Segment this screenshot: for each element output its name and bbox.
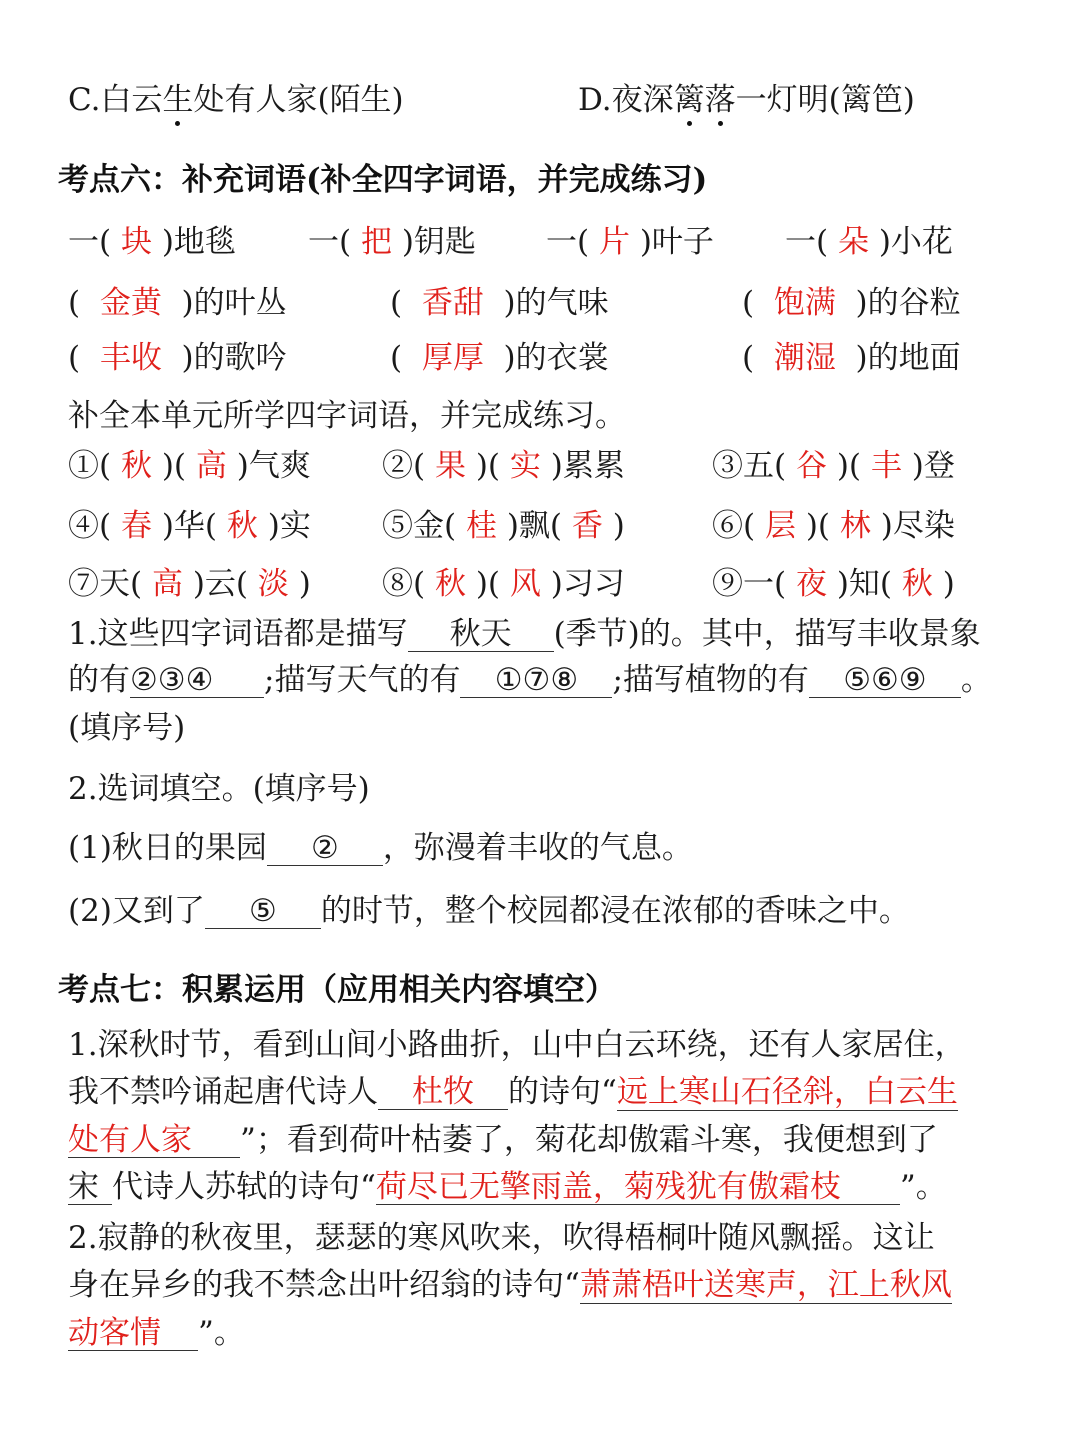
q1-line1: 1.这些四字词语都是描写 秋天 (季节)的。其中，描写丰收景象 (68, 616, 981, 652)
idiom-2: ②( 果 )( 实 )累累 (382, 448, 625, 484)
poem-answer: 动客情 (68, 1316, 198, 1351)
poem-answer: 远上寒山石径斜，白云生 (616, 1074, 958, 1110)
s7-p2-line1: 2.寂静的秋夜里，瑟瑟的寒风吹来，吹得梧桐叶随风飘摇。这让 (68, 1220, 935, 1256)
answer-blank: ② (267, 831, 383, 866)
emphasis-dot-char: 落 (704, 82, 736, 118)
answer-blank: ⑤⑥⑨ (809, 663, 961, 698)
answer-blank: ①⑦⑧ (460, 663, 612, 698)
s7-p1-line4: 宋 代诗人苏轼的诗句“荷尽已无擎雨盖，菊残犹有傲霜枝 ”。 (68, 1169, 947, 1205)
idiom-1: ①( 秋 )( 高 )气爽 (68, 448, 311, 484)
idiom-8: ⑧( 秋 )( 风 )习习 (382, 566, 625, 602)
idiom-4: ④( 春 )华( 秋 )实 (68, 508, 311, 544)
idiom-9: ⑨一( 夜 )知( 秋 ) (712, 566, 955, 602)
answer-blank: 宋 (68, 1170, 112, 1205)
answer-blank: ②③④ (130, 663, 264, 698)
idiom-7: ⑦天( 高 )云( 淡 ) (68, 566, 311, 602)
phrase-3: ( 饱满 )的谷粒 (742, 285, 961, 321)
s7-p1-line3: 处有人家 ”；看到荷叶枯萎了，菊花却傲霜斗寒，我便想到了 (68, 1122, 938, 1158)
q2-sentence-1: (1)秋日的果园 ② ，弥漫着丰收的气息。 (68, 830, 693, 866)
option-d: D.夜深篱落一灯明(篱笆) (578, 82, 915, 118)
option-c: C.白云生处有人家(陌生) (68, 82, 404, 118)
q2-title: 2.选词填空。(填序号) (68, 771, 370, 807)
idiom-6: ⑥( 层 )( 林 )尽染 (712, 508, 955, 544)
q2-sentence-2: (2)又到了 ⑤ 的时节，整个校园都浸在浓郁的香味之中。 (68, 893, 910, 929)
phrase-2: ( 香甜 )的气味 (390, 285, 609, 321)
q1-note: (填序号) (68, 710, 186, 746)
section6-title: 考点六：补充词语(补全四字词语，并完成练习) (58, 162, 708, 198)
measure-word-2: 一( 把 )钥匙 (308, 224, 476, 260)
answer-blank: 秋天 (408, 617, 554, 652)
idiom-intro: 补全本单元所学四字词语，并完成练习。 (68, 398, 626, 434)
answer-blank: 杜牧 (378, 1075, 508, 1110)
answer-blank: ⑤ (205, 894, 321, 929)
idiom-3: ③五( 谷 )( 丰 )登 (712, 448, 955, 484)
s7-p2-line3: 动客情 ”。 (68, 1315, 245, 1351)
measure-word-4: 一( 朵 )小花 (785, 224, 953, 260)
s7-p1-line1: 1.深秋时节，看到山间小路曲折，山中白云环绕，还有人家居住， (68, 1027, 966, 1063)
phrase-6: ( 潮湿 )的地面 (742, 340, 961, 376)
phrase-5: ( 厚厚 )的衣裳 (390, 340, 609, 376)
idiom-5: ⑤金( 桂 )飘( 香 ) (382, 508, 625, 544)
section7-title: 考点七：积累运用（应用相关内容填空） (58, 972, 616, 1008)
phrase-4: ( 丰收 )的歌吟 (68, 340, 287, 376)
emphasis-dot-char: 生 (162, 82, 194, 118)
measure-word-1: 一( 块 )地毯 (68, 224, 236, 260)
poem-answer: 荷尽已无擎雨盖，菊残犹有傲霜枝 (376, 1170, 900, 1205)
poem-answer: 处有人家 (68, 1123, 240, 1158)
phrase-1: ( 金黄 )的叶丛 (68, 285, 287, 321)
poem-answer: 萧萧梧叶送寒声，江上秋风 (579, 1267, 952, 1303)
s7-p1-line2: 我不禁吟诵起唐代诗人 杜牧 的诗句“远上寒山石径斜，白云生 (68, 1074, 958, 1110)
measure-word-3: 一( 片 )叶子 (546, 224, 714, 260)
q1-line2: 的有②③④ ;描写天气的有 ①⑦⑧ ;描写植物的有 ⑤⑥⑨ 。 (68, 662, 992, 698)
s7-p2-line2: 身在异乡的我不禁念出叶绍翁的诗句“萧萧梧叶送寒声，江上秋风 (68, 1267, 952, 1303)
emphasis-dot-char: 篱 (673, 82, 705, 118)
